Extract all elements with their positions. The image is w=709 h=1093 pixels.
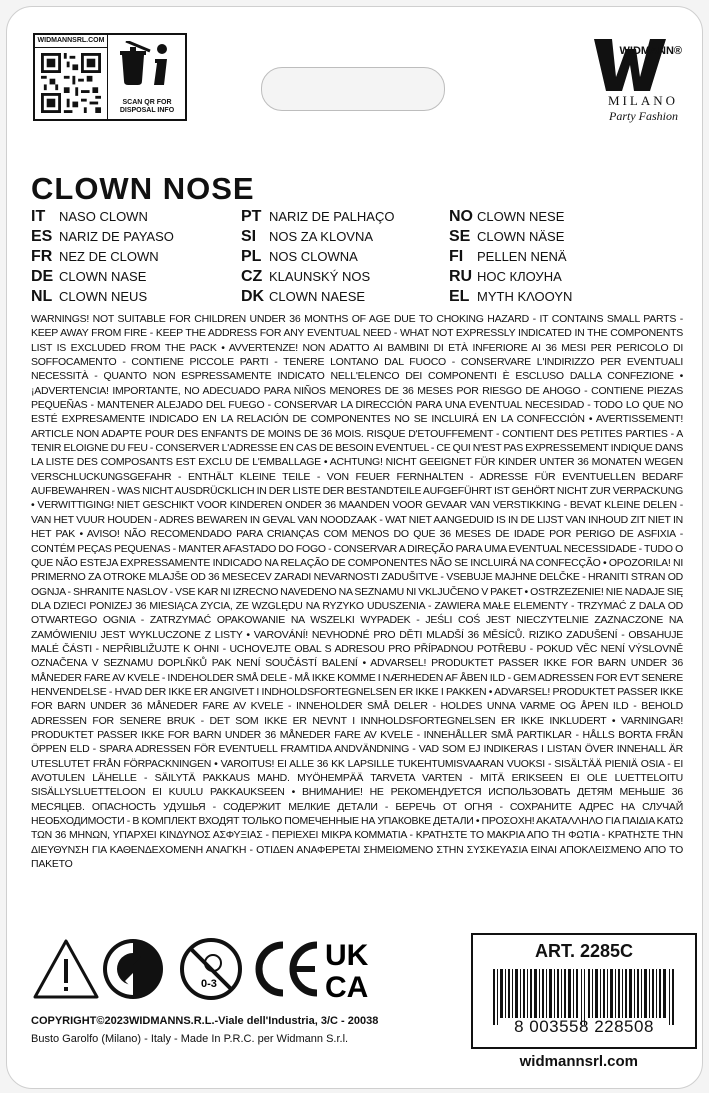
warning-triangle-icon [31, 937, 101, 1001]
lang-code: RU [449, 268, 473, 285]
translation-item [31, 227, 174, 247]
not-for-under-3-icon [179, 937, 243, 1001]
website-link[interactable]: widmannsrl.com [519, 1053, 638, 1070]
lang-name: KLAUNSKÝ NOS [269, 269, 371, 284]
translation-item [31, 247, 159, 267]
lang-code: NO [449, 208, 473, 225]
lang-name: NEZ DE CLOWN [59, 249, 159, 264]
translation-item [449, 247, 567, 267]
translation-item [449, 287, 572, 307]
barcode-number: 8 003558 228508 [514, 1017, 654, 1036]
hang-hole [261, 67, 445, 111]
qr-disposal-block [33, 33, 187, 121]
logo-brand: WIDMANN® [619, 45, 682, 57]
lang-name: CLOWN NESE [477, 209, 565, 224]
lang-name: NOS CLOWNA [269, 249, 358, 264]
packaging-card [6, 6, 703, 1089]
lang-code: IT [31, 208, 46, 225]
qr-website-label: WIDMANNSRL.COM [35, 35, 107, 48]
lang-name: CLOWN NASE [59, 269, 147, 284]
lang-name: CLOWN NÄSE [477, 229, 565, 244]
translation-item [241, 267, 370, 287]
qr-instructions [108, 99, 186, 115]
disposal-info-panel [107, 35, 186, 119]
lang-code: FR [31, 248, 53, 265]
qr-code-icon[interactable] [41, 53, 101, 113]
translation-item [31, 287, 147, 307]
logo-tagline: Party Fashion [609, 109, 678, 123]
article-number: ART. 2285C [534, 941, 634, 961]
translation-item [241, 247, 358, 267]
translation-item [449, 207, 564, 227]
lang-code: CZ [241, 268, 263, 285]
lang-name: CLOWN NEUS [59, 289, 148, 304]
translation-item [31, 267, 146, 287]
lang-code: FI [449, 248, 464, 265]
compliance-symbols [31, 937, 411, 1007]
lang-code: DE [31, 268, 54, 285]
age-label: 0-3 [201, 978, 217, 990]
copyright-line: COPYRIGHT©2023WIDMANNS.R.L.-Viale dell'Industria, 3/C - 20038 [31, 1015, 379, 1027]
translation-grid [31, 207, 691, 307]
lang-name: ΜΥΤΗ ΚΛΟΟΥΝ [477, 289, 573, 304]
qr-instructions-line1: SCAN QR FOR [122, 99, 172, 106]
lang-code: NL [31, 288, 53, 305]
lang-name: NARIZ DE PAYASO [59, 229, 174, 244]
lang-name: CLOWN NAESE [269, 289, 366, 304]
translation-item [31, 207, 148, 227]
lang-code: ES [31, 228, 53, 245]
ukca-line1: UK [325, 939, 369, 972]
ukca-mark-icon [323, 937, 393, 1001]
qr-instructions-line2: DISPOSAL INFO [119, 107, 175, 114]
translation-item [449, 227, 564, 247]
lang-code: DK [241, 288, 265, 305]
translation-item [241, 287, 365, 307]
safety-warning-text: WARNINGS! NOT SUITABLE FOR CHILDREN UNDER 36 MONTHS OF AGE DUE TO CHOKING HAZARD - IT CONTAINS SMALL PARTS - KEEP AWAY FROM FIRE - KEEP THE ADDRESS FOR ANY EVENTUAL NEED - WHAT NOT EXPRESSLY INDICATED IN THE COMPONENTS LIST IS EXCLUDED FROM THE PACK • AVVERTENZE! NON ADATTO AI BAMBINI DI ETÀ INFERIORE AI 36 MESI PER PERICOLO DI SOFFOCAMENTO - CONTIENE PICCOLE PARTI - TENERE LONTANO DAL FUOCO - CONSERVARE L'INDIRIZZO PER EVENTUALI NECESSITÀ - QUANTO NON ESPRESSAMENTE INDICATO NELL'ELENCO DEI COMPONENTI È ESCLUSO DALLA CONFEZIONE • ¡ADVERTENCIA! IMPORTANTE, NO ADECUADO PARA NIÑOS MENORES DE 36 MESES POR RIESGO DE AHOGO - CONTIENE PIEZAS PEQUEÑAS - MANTENER ALEJADO DEL FUEGO - CONSERVAR LA DIRECCIÓN PARA UNA EVENTUAL NECESIDAD - TODO LO QUE NO ESTÉ EXPRESAMENTE INDICADO EN LA RELACIÓN DE COMPONENTES NO SE INCLUIRÁ EN LA CONFECCIÓN • AVERTISSEMENT! ARTICLE NON ADAPTE POUR DES ENFANTS DE MOINS DE 36 MOIS. RISQUE D'ETOUFFEMENT - CONTIENT DES PETITES PARTIES - A TENIR ELOIGNE DU FEU - CONSERVER L'ADRESSE EN CAS DE BESOIN EVENTUEL - CE QUI N'EST PAS EXPRESSEMENT INDIQUE DANS LA LISTE DES COMPOSANTS EST EXCLU DE L'EMBALLAGE • ACHTUNG! NICHT GEEIGNET FÜR KINDER UNTER 36 MONATEN WEGEN VERSCHLUCKUNGSGEFAHR - ENTHÄLT KLEINE TEILE - VON FEUER FERNHALTEN - ADRESSE FÜR EVENTUELLEN BEDARF AUFBEWAHREN - WAS NICHT AUSDRÜCKLICH IN DER LISTE DER BESTANDTEILE AUFGEFÜHRT IST GEHÖRT NICHT ZUR VERPACKUNG • VERWITTIGING! NIET GESCHIKT VOOR KINDEREN ONDER 36 MAANDEN VOOR GEVAAR VAN VERSTIKKING - BEVAT KLEINE DELEN - VAN HET VUUR HOUDEN - ADRES BEWAREN IN GEVAL VAN NOODZAAK - WAT NIET AANGEDUID IS IN DE LIJST VAN INHOUD ZIT NIET IN HET PAK • AVISO! NÃO RECOMENDADO PARA CRIANÇAS COM MENOS DO QUE 36 MESES DE IDADE POR PERIGO DE ASFIXIA - CONTÉM PEÇAS PEQUENAS - MANTER AFASTADO DO FOGO - CONSERVAR A DIREÇÃO PARA UMA EVENTUAL NECESSIDADE - TUDO O QUE NÃO ESTEJA EXPRESSAMENTE INDICADO NA RELAÇÃO DE COMPONENTES NÃO SE INCLUIRÁ NA CONFECÇÃO • OPOZORILA! NI PRIMERNO ZA OTROKE MLAJŠE OD 36 MESECEV ZARADI NEVARNOSTI ZADUŠITVE - VSEBUJE MAJHNE DELČKE - HRANITI STRAN OD OGNJA - SHRANITE NASLOV - VSE KAR NI IZRECNO NAVEDENO NA SEZNAMU NI VKLJUČENO V PAKET • OSTRZEZENIE! NIE NADAJE SIĘ DLA DZIECI PONIZEJ 36 MIESIĄCA ZYCIA, ZE WZGLĘDU NA RYZYKO UDUSZENIA - ZAWIERA MAŁE ELEMENTY - TRZYMAĆ Z DALA OD OTWARTEGO OGNIA - ZATRZYMAĆ OPAKOWANIE NA WSZELKI WYPADEK - JEŚLI COŚ JEST NIECZYTELNIE ZAZNACZONE NA ZAMÓWIENIU JEST WYKLUCZONE Z LISTY • VAROVÁNÍ! NEVHODNÉ PRO DĚTI MLADŠÍ 36 MĚSÍCŮ. RIZIKO ZADUŠENÍ - OBSAHUJE MALÉ ČÁSTI - NEPŘIBLIŽUJTE K OHNI - UCHOVEJTE OBAL S ADRESOU PRO PŘÍPADNOU POTŘEBU - POKUD VĚC NENÍ VÝSLOVNĚ OZNAČENA V SEZNAMU DOPLŇKŮ PAK NENÍ SOUČÁSTÍ BALENÍ • ADVARSEL! PRODUKTET PASSER IKKE FOR BARN UNDER 36 MÅNEDER FARE AV KVELE - INDEHOLDER SMÅ DELE - MÅ IKKE KOMME I NÆRHEDEN AF ÅBEN ILD - GEM ADRESSEN FOR EVT SENERE HENVENDELSE - HVAD DER IKKE ER ANGIVET I INDHOLDSFORTEGNELSEN ER IKKE I PAKKEN • ADVARSEL! PRODUKTET PASSER IKKE FOR BARN UNDER 36 MÅNEDER FARE AV KVELE - INNEHOLDER SMÅ DELER - HOLDES UNNA VARME OG ÅPEN ILD - BEHOLD ADRESSEN FOR SENERE BRUK - DET SOM IKKE ER NEVNT I INNHOLDSFORTEGNELSEN ER IKKE INKLUDERT • VARNINGAR! PRODUKTET PASSER IKKE FOR BARN UNDER 36 MÅNEDER FARE AV KVELE - INNEHÅLLER SMÅ PARTIKLAR - HÅLLS BORTA FRÅN ÖPPEN ELD - SPARA ADRESSEN FÖR EVENTUELL FRAMTIDA ANDVÄNDNING - VAD SOM EJ INDIKERAS I LISTAN ÖVER INNEHALL ÄR UTESLUTET FRÅN FÖRPACKNINGEN • VAROITUS! EI ALLE 36 KK LAPSILLE TUKEHTUMISVAARAN VUOKSI - SISÄLTÄÄ PIENIÄ OSIA - EI AVOTULEN LÄHELLE - SÄILYTÄ PAKKAUS MAHD. MYÖHEMPÄÄ TARVETA VARTEN - MITÄ ERIKSEEN EI OLE LUETTELOITU SISÄLLYSLUETTELOON EI KUULU PAKKAUKSEEN • ВНИМАНИЕ! НЕ РЕКОМЕНДУЕТСЯ ИСПОЛЬЗОВАТЬ ДЕТЯМ МЕНЬШЕ 36 МЕСЯЦЕВ. ОПАСНОСТЬ УДУШЬЯ - СОДЕРЖИТ МЕЛКИЕ ДЕТАЛИ - БЕРЕЧЬ ОТ ОГНЯ - СОХРАНИТЕ АДРЕС НА СЛУЧАЙ НЕОБХОДИМОСТИ - В КОМПЛЕКТ ВХОДЯТ ТОЛЬКО ПОМЕЧЕННЫЕ НА УПАКОВКЕ ДЕТАЛИ • ΠΡΟΣΟΧΗ! ΑΚΑΤΑΛΛΗΛΟ ΓΙΑ ΠΑΙΔΙΑ ΚΑΤΩ ΤΩΝ 36 ΜΗΝΩΝ, ΥΠΑΡΧΕΙ ΚΙΝΔΥΝΟΣ ΑΣΦΥΞΙΑΣ - ΠΕΡΙΕΧΕΙ ΜΙΚΡΑ ΚΟΜΜΑΤΙΑ - ΚΡΑΤΗΣΤΕ ΤΟ ΜΑΚΡΙΑ ΑΠΟ ΤΗ ΦΩΤΙΑ - ΚΡΑΤΗΣΤΕ ΤΗΝ ΔΙΕΥΘΥΝΣΗ ΓΙΑ ΚΑΘΕΝΔΕΧΟΜΕΝΗ ΑΝΑΓΚΗ - ΟΤΙΔΕΝ ΑΝΑΦΕΡΕΤΑΙ ΣΗΜΕΙΩΜΕΝΟ ΣΤΗΝ ΣΥΣΚΕΥΑΣΙΑ ΕΙΝΑΙ ΑΠΟΚΛΕΙΣΜΕΝΟ ΑΠΟ ΤΟ ΠΑΚΕΤΟ [31, 313, 683, 871]
lang-name: NASO CLOWN [59, 209, 148, 224]
translation-item [449, 267, 562, 287]
address-line: Busto Garolfo (Milano) - Italy - Made In P.R.C. per Widmann S.r.l. [31, 1033, 349, 1045]
green-dot-recycling-icon [101, 937, 165, 1001]
lang-code: PT [241, 208, 262, 225]
article-barcode-box [471, 933, 697, 1049]
ukca-line2: CA [325, 971, 369, 1001]
widmann-w-icon [590, 33, 670, 97]
lang-name: NARIZ DE PALHAÇO [269, 209, 395, 224]
lang-code: PL [241, 248, 262, 265]
lang-code: SE [449, 228, 471, 245]
lang-code: SI [241, 228, 257, 245]
lang-name: PELLEN NENÄ [477, 249, 567, 264]
product-title: CLOWN NOSE [31, 171, 255, 206]
translation-item [241, 227, 373, 247]
widmann-logo [582, 31, 682, 131]
lang-name: НОС КЛОУНА [477, 269, 562, 284]
lang-name: NOS ZA KLOVNA [269, 229, 374, 244]
lang-code: EL [449, 288, 470, 305]
disposal-info-icon [114, 41, 180, 93]
translation-item [241, 207, 394, 227]
logo-city: MILANO [608, 93, 678, 108]
ce-mark-icon [253, 937, 323, 1001]
